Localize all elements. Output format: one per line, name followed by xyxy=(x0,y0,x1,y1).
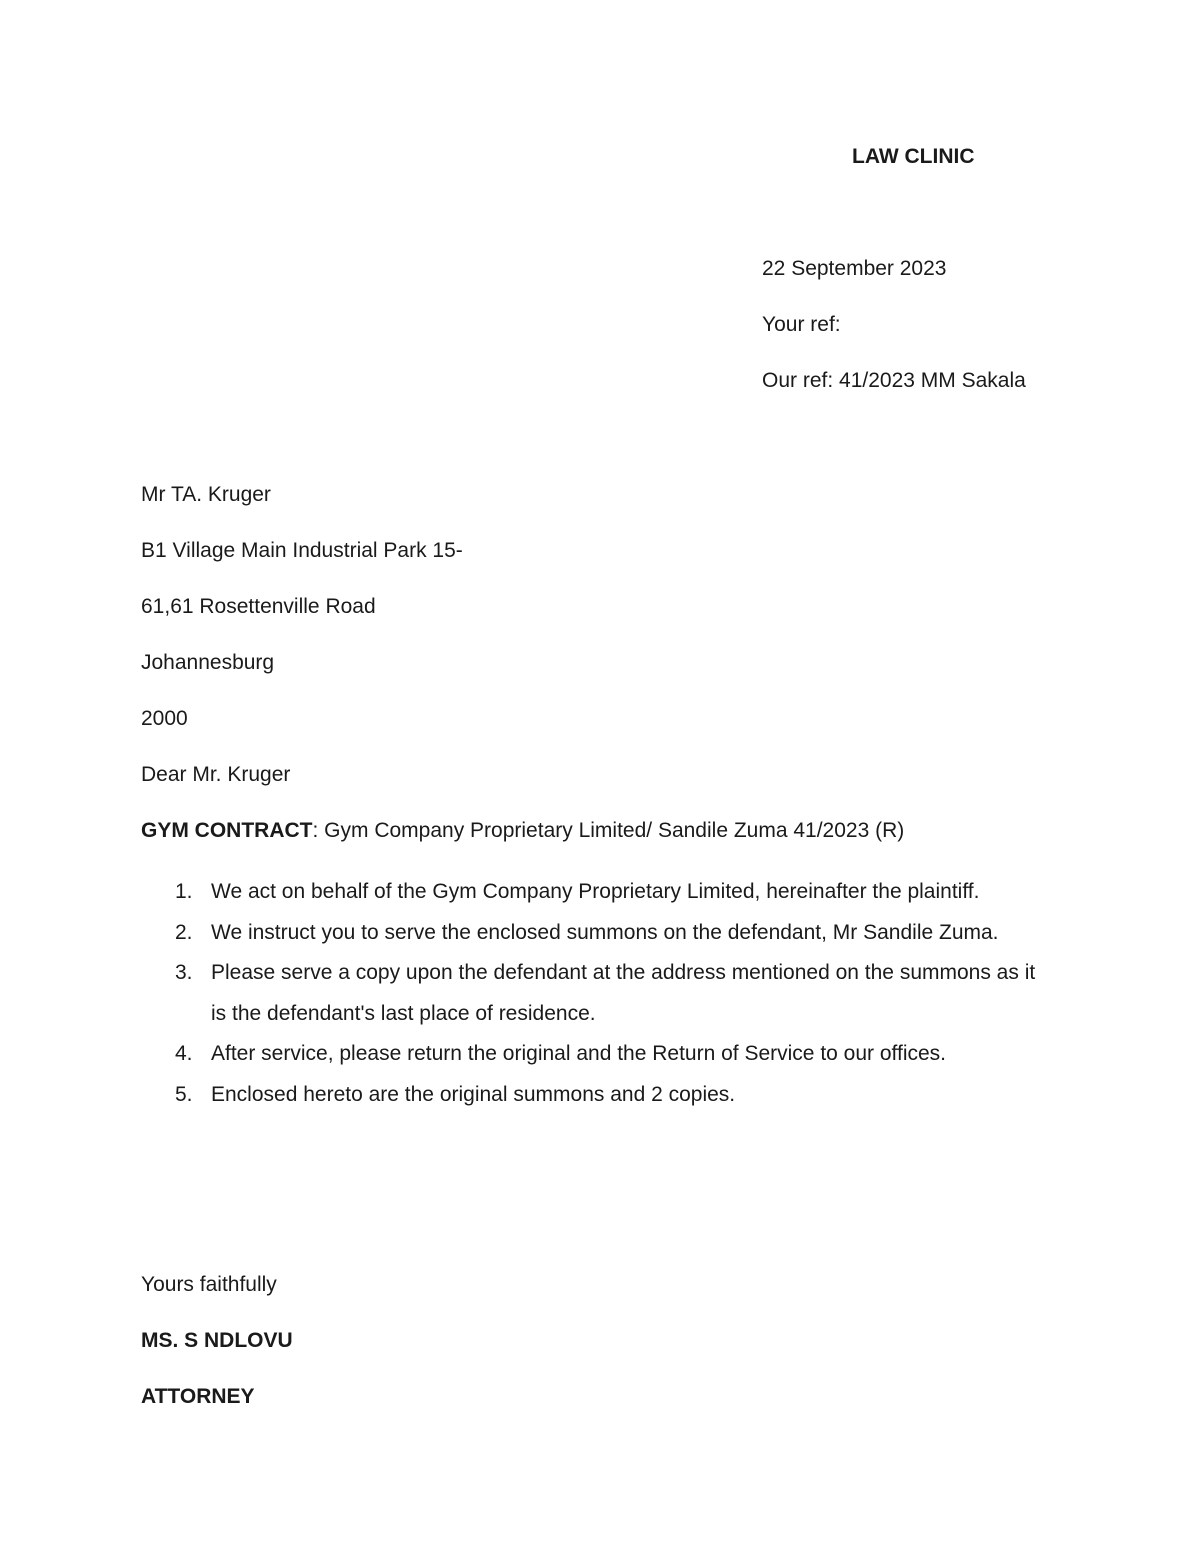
list-item-text: We act on behalf of the Gym Company Proprietary Limited, hereinafter the plaintiff. xyxy=(211,880,980,903)
list-item-text: We instruct you to serve the enclosed summons on the defendant, Mr Sandile Zuma. xyxy=(211,920,999,944)
list-item xyxy=(141,913,1041,954)
list-item-number: 4. xyxy=(175,1042,193,1065)
closing-phrase: Yours faithfully xyxy=(141,1273,277,1296)
list-item-text: Please serve a copy upon the defendant at the address mentioned on the summons as it is the defendant's last place of residence. xyxy=(211,961,1036,1025)
instruction-list xyxy=(141,872,1041,1115)
signatory-title: ATTORNEY xyxy=(141,1385,255,1408)
organization-heading: LAW CLINIC xyxy=(852,145,975,168)
list-item xyxy=(141,1075,1041,1116)
list-item-text: After service, please return the original and the Return of Service to our offices. xyxy=(211,1042,946,1065)
list-item xyxy=(141,953,1041,1034)
subject-text: : Gym Company Proprietary Limited/ Sandile Zuma 41/2023 (R) xyxy=(312,819,905,842)
salutation: Dear Mr. Kruger xyxy=(141,763,291,786)
subject-label: GYM CONTRACT xyxy=(141,819,313,842)
recipient-name: Mr TA. Kruger xyxy=(141,483,271,506)
recipient-postal-code: 2000 xyxy=(141,707,188,730)
recipient-address-line2: 61,61 Rosettenville Road xyxy=(141,595,376,618)
subject-line xyxy=(141,820,904,841)
list-item-text: Enclosed hereto are the original summons and 2 copies. xyxy=(211,1082,736,1106)
list-item xyxy=(141,872,1041,913)
recipient-city: Johannesburg xyxy=(141,651,275,674)
letter-date: 22 September 2023 xyxy=(762,257,947,280)
our-reference: Our ref: 41/2023 MM Sakala xyxy=(762,369,1026,392)
recipient-address-line1: B1 Village Main Industrial Park 15- xyxy=(141,539,463,562)
list-item xyxy=(141,1034,1041,1075)
list-item-number: 3. xyxy=(175,961,193,984)
signatory-name: MS. S NDLOVU xyxy=(141,1329,293,1352)
list-item-number: 1. xyxy=(175,880,193,903)
list-item-number: 5. xyxy=(175,1082,193,1106)
your-reference: Your ref: xyxy=(762,313,841,336)
list-item-number: 2. xyxy=(175,920,193,944)
